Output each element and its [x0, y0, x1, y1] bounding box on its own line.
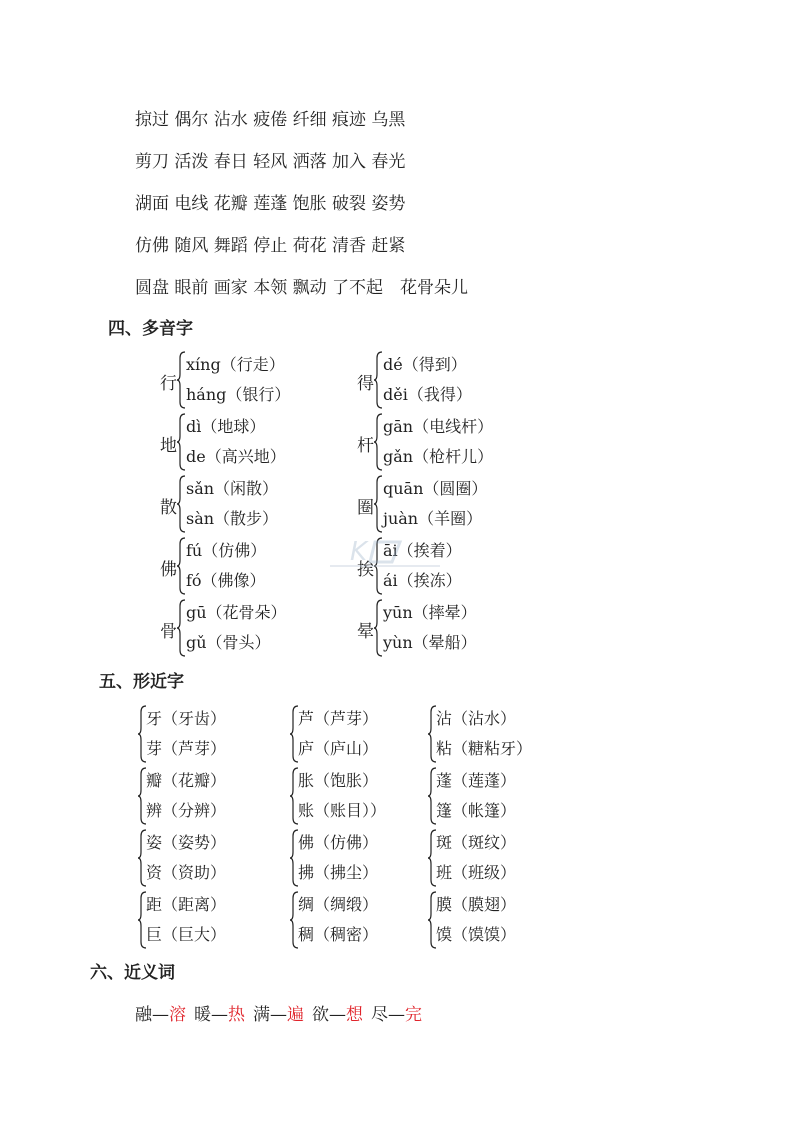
synonym-word: 融 [135, 1005, 152, 1025]
polyphone-char: 地 [160, 436, 177, 456]
synonym-dash: — [270, 1005, 287, 1025]
similar-char-2: 稠（稠密） [298, 925, 379, 944]
similar-char-1: 牙（牙齿） [146, 709, 227, 728]
synonym-pair [135, 1005, 186, 1025]
similar-char-1: 绸（绸缎） [298, 895, 379, 914]
similar-char-1: 佛（仿佛） [298, 833, 379, 852]
polyphone-reading-1: āi（挨着） [383, 541, 462, 560]
polyphone-reading-2: gǎn（枪杆儿） [383, 447, 494, 466]
similar-char-2: 庐（庐山） [298, 739, 379, 758]
similar-char-2: 拂（拂尘） [298, 863, 379, 882]
polyphone-reading-1: gū（花骨朵） [186, 603, 287, 622]
synonym-pair [312, 1005, 363, 1025]
similar-char-2: 资（资助） [146, 863, 227, 882]
similar-char-1: 斑（斑纹） [436, 833, 517, 852]
similar-char-2: 账（账目）） [298, 801, 387, 820]
polyphone-char: 杆 [357, 436, 374, 456]
svg-text:K: K [350, 537, 368, 567]
vocab-line-1: 掠过 偶尔 沾水 疲倦 纤细 痕迹 乌黑 [135, 110, 406, 130]
polyphone-reading-1: dé（得到） [383, 355, 467, 374]
polyphone-char: 晕 [357, 622, 374, 642]
similar-char-1: 距（距离） [146, 895, 227, 914]
similar-char-1: 胀（饱胀） [298, 771, 379, 790]
synonym-dash: — [329, 1005, 346, 1025]
similar-char-1: 膜（膜翅） [436, 895, 517, 914]
synonyms-heading: 六、近义词 [90, 963, 175, 983]
similar-chars-heading: 五、形近字 [99, 672, 184, 692]
similar-char-2: 班（班级） [436, 863, 517, 882]
vocab-line-2: 剪刀 活泼 春日 轻风 洒落 加入 春光 [135, 152, 406, 172]
synonym-dash: — [152, 1005, 169, 1025]
similar-char-2: 篷（帐篷） [436, 801, 517, 820]
polyphone-reading-2: de（高兴地） [186, 447, 286, 466]
polyphone-reading-1: dì（地球） [186, 417, 266, 436]
polyphone-reading-1: fú（仿佛） [186, 541, 267, 560]
polyphone-reading-2: gǔ（骨头） [186, 633, 271, 652]
polyphone-reading-1: xíng（行走） [186, 355, 285, 374]
similar-char-1: 沾（沾水） [436, 709, 517, 728]
polyphone-char: 骨 [160, 622, 177, 642]
polyphone-char: 行 [160, 374, 177, 394]
similar-char-2: 巨（巨大） [146, 925, 227, 944]
polyphone-reading-1: gān（电线杆） [383, 417, 494, 436]
similar-char-2: 辨（分辨） [146, 801, 227, 820]
synonym-pair [194, 1005, 245, 1025]
synonym-answer: 溶 [169, 1005, 186, 1025]
polyphone-reading-1: sǎn（闲散） [186, 479, 279, 498]
vocab-line-5: 圆盘 眼前 画家 本领 飘动 了不起 花骨朵儿 [135, 278, 469, 298]
synonym-pair [371, 1005, 422, 1025]
similar-char-2: 粘（糖粘牙） [436, 739, 533, 758]
polyphone-reading-1: yūn（摔晕） [383, 603, 477, 622]
synonym-answer: 想 [346, 1005, 363, 1025]
polyphone-reading-2: sàn（散步） [186, 509, 279, 528]
polyphone-char: 挨 [357, 560, 374, 580]
similar-char-1: 蓬（莲蓬） [436, 771, 517, 790]
polyphones-heading: 四、多音字 [108, 319, 193, 339]
synonym-answer: 热 [228, 1005, 245, 1025]
vocab-line-3: 湖面 电线 花瓣 莲蓬 饱胀 破裂 姿势 [135, 194, 406, 214]
similar-char-1: 姿（姿势） [146, 833, 227, 852]
polyphone-reading-1: quān（圆圈） [383, 479, 488, 498]
watermark-logo-icon [330, 532, 450, 582]
similar-char-1: 芦（芦芽） [298, 709, 379, 728]
synonym-dash: — [388, 1005, 405, 1025]
synonym-word: 欲 [312, 1005, 329, 1025]
synonyms-line [135, 1000, 422, 1025]
synonym-word: 尽 [371, 1005, 388, 1025]
polyphone-reading-2: yùn（晕船） [383, 633, 477, 652]
similar-char-1: 瓣（花瓣） [146, 771, 227, 790]
synonym-word: 满 [253, 1005, 270, 1025]
polyphone-reading-2: fó（佛像） [186, 571, 266, 590]
synonym-word: 暖 [194, 1005, 211, 1025]
similar-char-2: 馍（馍馍） [436, 925, 517, 944]
polyphone-reading-2: děi（我得） [383, 385, 472, 404]
polyphone-char: 圈 [357, 498, 374, 518]
polyphone-reading-2: háng（银行） [186, 385, 291, 404]
polyphone-char: 散 [160, 498, 177, 518]
polyphone-char: 佛 [160, 560, 177, 580]
synonym-answer: 完 [405, 1005, 422, 1025]
vocab-line-4: 仿佛 随风 舞蹈 停止 荷花 清香 赶紧 [135, 236, 406, 256]
polyphone-reading-2: juàn（羊圈） [383, 509, 483, 528]
synonym-dash: — [211, 1005, 228, 1025]
synonym-answer: 遍 [287, 1005, 304, 1025]
polyphone-reading-2: ái（挨冻） [383, 571, 462, 590]
synonym-pair [253, 1005, 304, 1025]
similar-char-2: 芽（芦芽） [146, 739, 227, 758]
polyphone-char: 得 [357, 374, 374, 394]
